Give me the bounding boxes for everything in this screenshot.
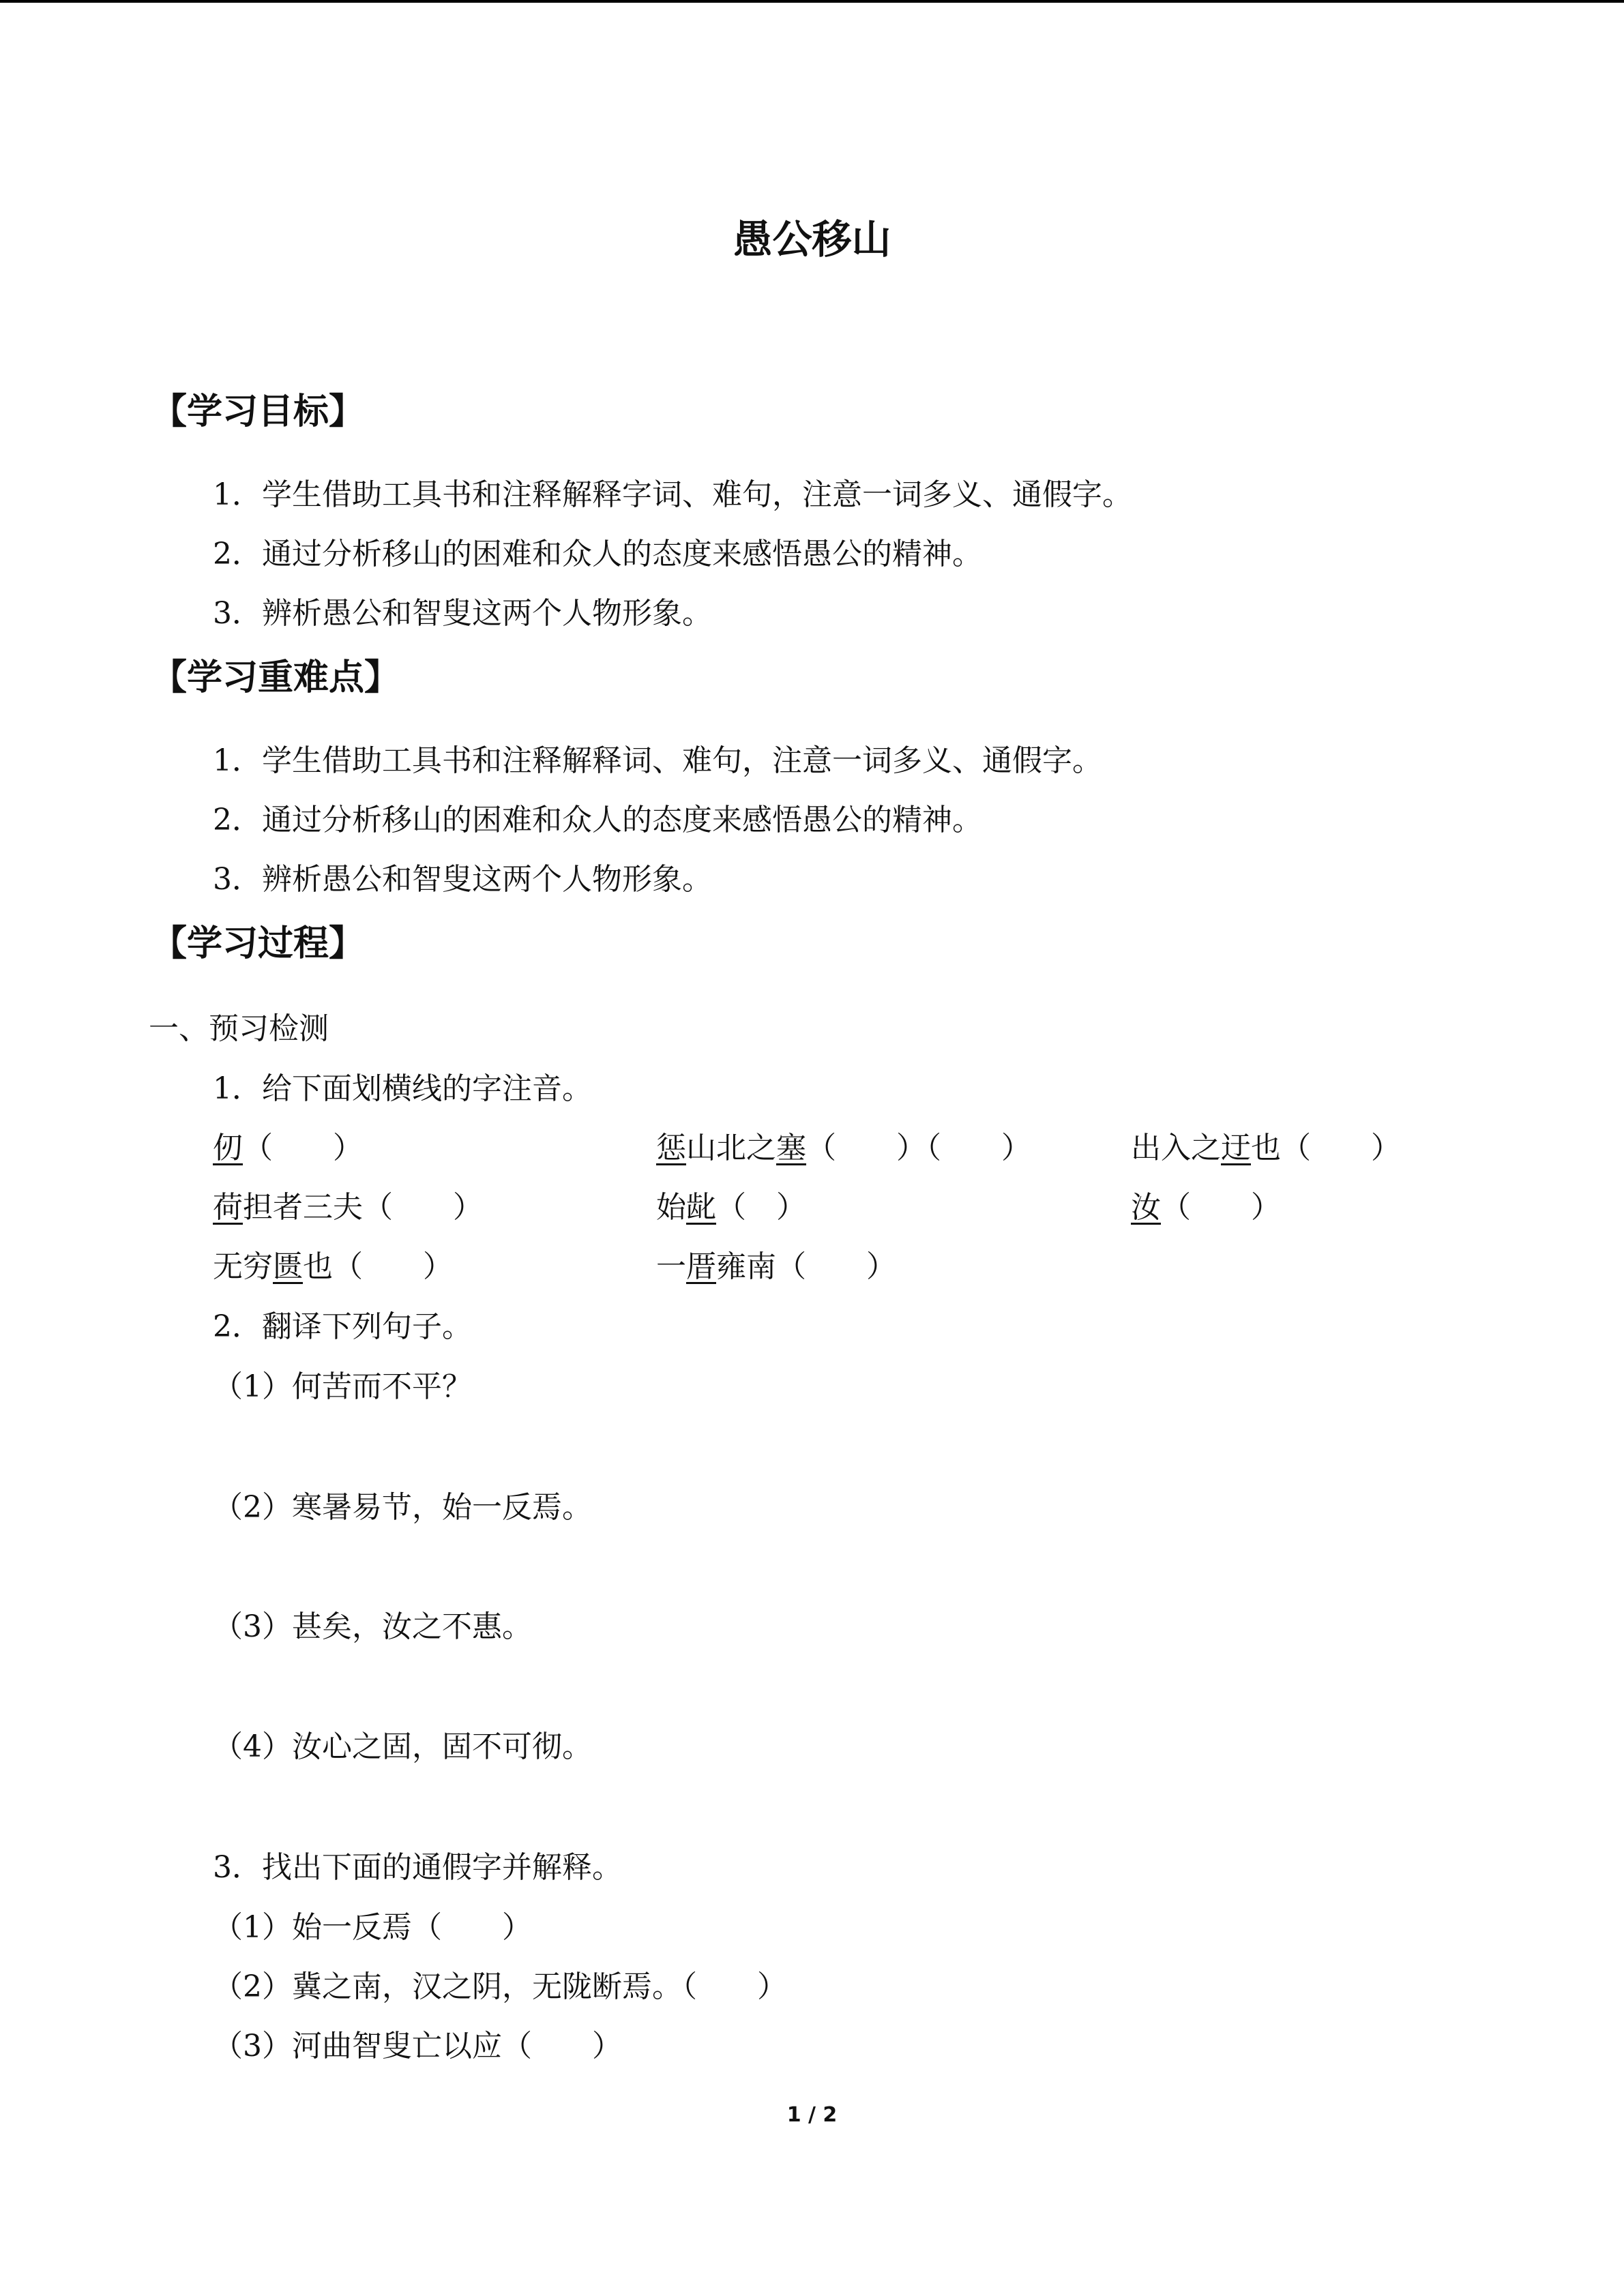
q1-item-4: 荷担者三夫（ ） xyxy=(213,1190,483,1225)
heading-objectives: 【学习目标】 xyxy=(151,391,365,432)
q1-prompt: 1．给下面划横线的字注音。 xyxy=(213,1071,592,1106)
underlined-char: 塞 xyxy=(776,1131,806,1165)
q3-item-1: （1）始一反焉（ ） xyxy=(213,1910,532,1945)
q2-item-1: （1）何苦而不平？ xyxy=(213,1369,472,1404)
q1-item-2: 惩山北之塞（ ）（ ） xyxy=(656,1131,1031,1165)
key-point-item-2: 2．通过分析移山的困难和众人的态度来感悟愚公的精神。 xyxy=(213,803,982,837)
objective-item-3: 3．辨析愚公和智叟这两个人物形象。 xyxy=(213,596,712,631)
q1-item-5: 始龀（ ） xyxy=(656,1190,806,1225)
q2-item-2: （2）寒暑易节，始一反焉。 xyxy=(213,1490,592,1525)
underlined-char: 汝 xyxy=(1131,1190,1161,1225)
underlined-char: 荷 xyxy=(213,1190,243,1225)
objective-item-1: 1．学生借助工具书和注释解释字词、难句，注意一词多义、通假字。 xyxy=(213,477,1132,512)
underlined-char: 厝 xyxy=(686,1249,716,1284)
objective-item-2: 2．通过分析移山的困难和众人的态度来感悟愚公的精神。 xyxy=(213,537,982,571)
key-point-item-3: 3．辨析愚公和智叟这两个人物形象。 xyxy=(213,862,712,897)
q1-item-8: 一厝雍南（ ） xyxy=(656,1249,896,1284)
heading-process: 【学习过程】 xyxy=(151,923,365,964)
q1-item-3: 出入之迂也（ ） xyxy=(1131,1131,1401,1165)
q3-prompt: 3．找出下面的通假字并解释。 xyxy=(213,1850,622,1885)
q2-item-3: （3）甚矣，汝之不惠。 xyxy=(213,1609,532,1644)
part-1-title: 一、预习检测 xyxy=(149,1011,329,1046)
heading-key-points: 【学习重难点】 xyxy=(151,657,400,698)
page-number: 1 / 2 xyxy=(786,2103,838,2127)
q1-item-7: 无穷匮也（ ） xyxy=(213,1249,453,1284)
underlined-char: 惩 xyxy=(656,1131,686,1165)
q3-item-3: （3）河曲智叟亡以应（ ） xyxy=(213,2029,622,2063)
q2-prompt: 2．翻译下列句子。 xyxy=(213,1309,472,1344)
q2-item-4: （4）汝心之固，固不可彻。 xyxy=(213,1729,592,1764)
underlined-char: 迂 xyxy=(1221,1131,1251,1165)
q1-item-1: 仞（ ） xyxy=(213,1131,363,1165)
q3-item-2: （2）冀之南，汉之阴，无陇断焉。（ ） xyxy=(213,1969,787,2004)
underlined-char: 匮 xyxy=(273,1249,303,1284)
underlined-char: 仞 xyxy=(213,1131,243,1165)
underlined-char: 龀 xyxy=(686,1190,716,1225)
q1-item-6: 汝（ ） xyxy=(1131,1190,1281,1225)
key-point-item-1: 1．学生借助工具书和注释解释词、难句，注意一词多义、通假字。 xyxy=(213,743,1102,778)
document-title: 愚公移山 xyxy=(733,216,891,263)
